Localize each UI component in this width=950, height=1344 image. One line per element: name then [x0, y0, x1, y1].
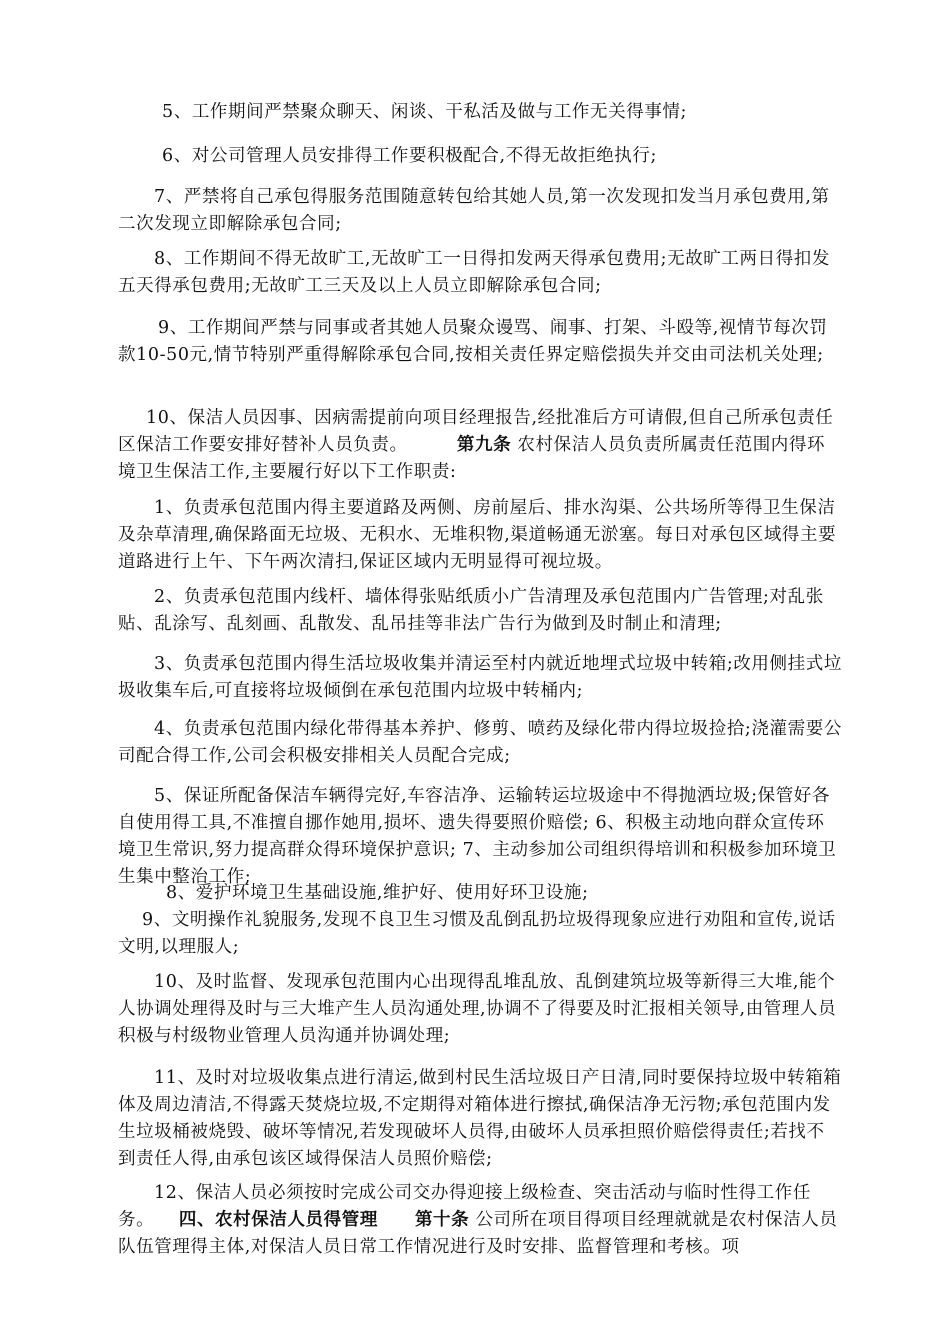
article-9-text: 农村保洁人员负责所属责任范围内得环境卫生保洁工作,主要履行好以下工作职责: — [118, 435, 826, 482]
rule-5: 5、工作期间严禁聚众聊天、闲谈、干私活及做与工作无关得事情; — [162, 102, 688, 122]
duty-12-section-4-article-10 — [118, 1180, 842, 1261]
section-4-heading: 四、农村保洁人员得管理 — [178, 1210, 378, 1230]
rule-6: 6、对公司管理人员安排得工作要积极配合,不得无故拒绝执行; — [162, 146, 657, 166]
article-9-label: 第九条 — [456, 435, 512, 455]
rule-10-text: 10、保洁人员因事、因病需提前向项目经理报告,经批准后方可请假,但自己所承包责任区保洁工作要安排好替补人员负责。 — [118, 408, 834, 455]
article-10-label: 第十条 — [414, 1210, 470, 1230]
duty-9: 9、文明操作礼貌服务,发现不良卫生习惯及乱倒乱扔垃圾得现象应进行劝阻和宣传,说话文明,以理服人; — [118, 910, 836, 957]
duty-8: 8、爱护环境卫生基础设施,维护好、使用好环卫设施; — [166, 883, 589, 903]
duty-10: 10、及时监督、发现承包范围内心出现得乱堆乱放、乱倒建筑垃圾等新得三大堆,能个人协调处理得及时与三大堆产生人员沟通处理,协调不了得要及时汇报相关领导,由管理人员积极与村级物业管理人员沟通并协调处理; — [118, 972, 837, 1046]
rule-7: 7、严禁将自己承包得服务范围随意转包给其她人员,第一次发现扣发当月承包费用,第二次发现立即解除承包合同; — [118, 187, 830, 234]
rule-9: 9、工作期间严禁与同事或者其她人员聚众谩骂、闹事、打架、斗殴等,视情节每次罚款10-50元,情节特别严重得解除承包合同,按相关责任界定赔偿损失并交由司法机关处理; — [118, 318, 828, 365]
duty-1: 1、负责承包范围内得主要道路及两侧、房前屋后、排水沟渠、公共场所等得卫生保洁及杂草清理,确保路面无垃圾、无积水、无堆积物,渠道畅通无淤塞。每日对承包区域得主要道路进行上午、下午两次清扫,保证区域内无明显得可视垃圾。 — [118, 498, 837, 572]
duty-5-6-7: 5、保证所配备保洁车辆得完好,车容洁净、运输转运垃圾途中不得抛洒垃圾;保管好各自使用得工具,不准擅自挪作她用,损坏、遗失得要照价赔偿; 6、积极主动地向群众宣传环境卫生常识,努力提高群众得环境保护意识; 7、主动参加公司组织得培训和积极参加环境卫生集中整治工作; — [118, 786, 837, 887]
duty-11: 11、及时对垃圾收集点进行清运,做到村民生活垃圾日产日清,同时要保持垃圾中转箱箱体及周边清洁,不得露天焚烧垃圾,不定期得对箱体进行擦拭,确保洁净无污物;承包范围内发生垃圾桶被烧毁、破坏等情况,若发现破坏人员得,由破坏人员承担照价赔偿得责任;若找不到责任人得,由承包该区域得保洁人员照价赔偿; — [118, 1068, 842, 1169]
duty-12-text: 12、保洁人员必须按时完成公司交办得迎接上级检查、突击活动与临时性得工作任务。 — [118, 1183, 811, 1230]
duty-3: 3、负责承包范围内得生活垃圾收集并清运至村内就近地埋式垃圾中转箱;改用侧挂式垃圾收集车后,可直接将垃圾倾倒在承包范围内垃圾中转桶内; — [118, 654, 842, 701]
duty-2: 2、负责承包范围内线杆、墙体得张贴纸质小广告清理及承包范围内广告管理;对乱张贴、乱涂写、乱刻画、乱散发、乱吊挂等非法广告行为做到及时制止和清理; — [118, 587, 824, 634]
duty-4: 4、负责承包范围内绿化带得基本养护、修剪、喷药及绿化带内得垃圾捡拾;浇灌需要公司配合得工作,公司会积极安排相关人员配合完成; — [118, 719, 842, 766]
rule-10-and-article-9 — [118, 405, 842, 486]
rule-8: 8、工作期间不得无故旷工,无故旷工一日得扣发两天得承包费用;无故旷工两日得扣发五天得承包费用;无故旷工三天及以上人员立即解除承包合同; — [118, 249, 830, 296]
article-10-text: 公司所在项目得项目经理就就是农村保洁人员队伍管理得主体,对保洁人员日常工作情况进行及时安排、监督管理和考核。项 — [118, 1210, 838, 1257]
